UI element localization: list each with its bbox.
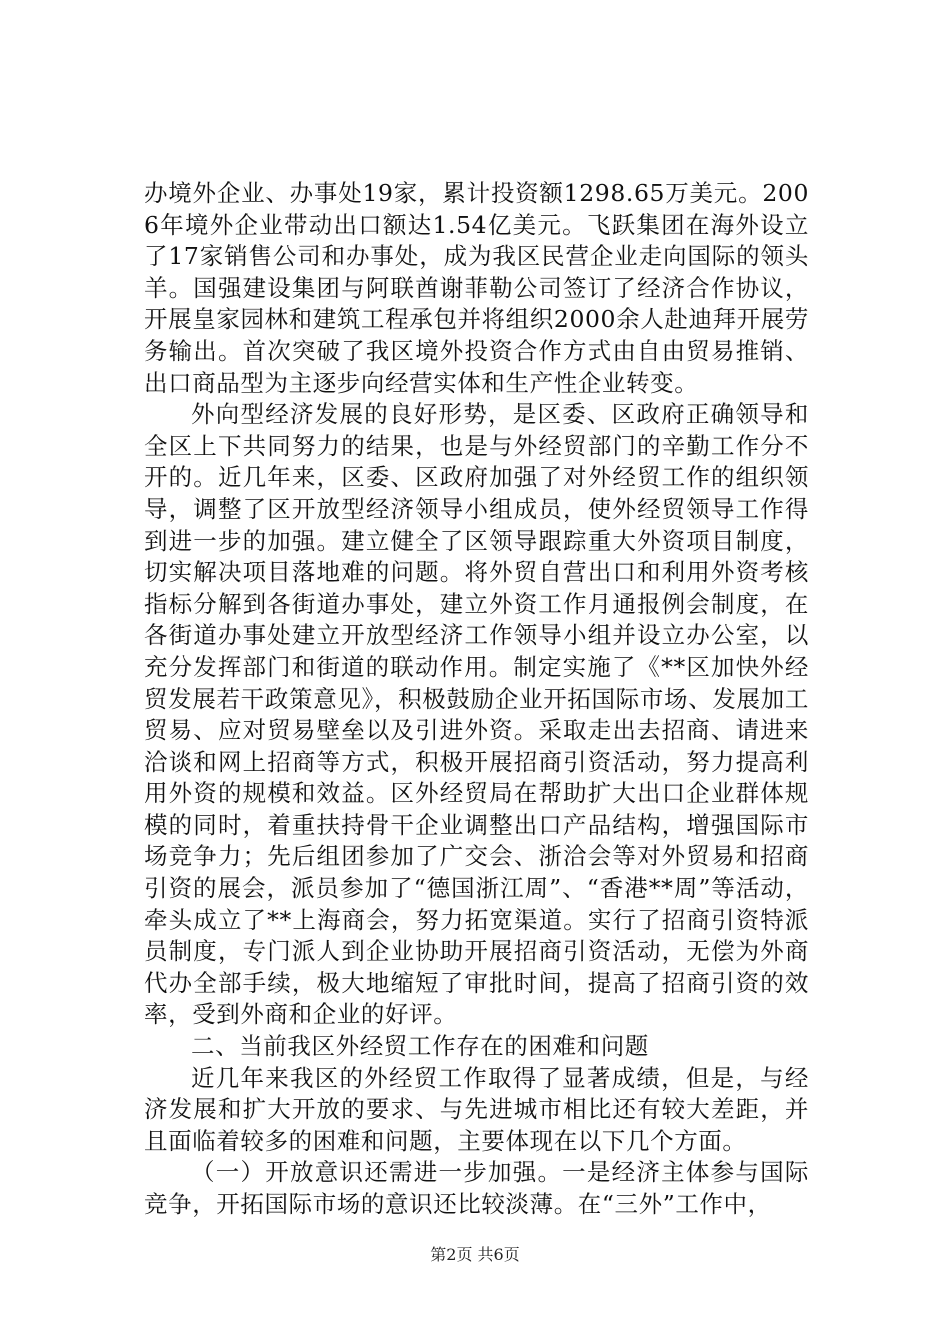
paragraph-gap-summary: 近几年来我区的外经贸工作取得了显著成绩，但是，与经济发展和扩大开放的要求、与先进城市相比还有较大差距，并且面临着较多的困难和问题，主要体现在以下几个方面。 bbox=[144, 1063, 809, 1155]
section-heading-difficulties: 二、当前我区外经贸工作存在的困难和问题 bbox=[191, 1032, 649, 1061]
paragraph-development-situation: 外向型经济发展的良好形势，是区委、区政府正确领导和全区上下共同努力的结果，也是与外经贸部门的辛勤工作分不开的。近几年来，区委、区政府加强了对外经贸工作的组织领导，调整了区开放型经济领导小组成员，使外经贸领导工作得到进一步的加强。建立健全了区领导跟踪重大外资项目制度，切实解决项目落地难的问题。将外贸自营出口和利用外资考核指标分解到各街道办事处，建立外资工作月通报例会制度，在各街道办事处建立开放型经济工作领导小组并设立办公室，以充分发挥部门和街道的联动作用。制定实施了《**区加快外经贸发展若干政策意见》，积极鼓励企业开拓国际市场、发展加工贸易、应对贸易壁垒以及引进外资。采取走出去招商、请进来洽谈和网上招商等方式，积极开展招商引资活动，努力提高利用外资的规模和效益。区外经贸局在帮助扩大出口企业群体规模的同时，着重扶持骨干企业调整出口产品结构，增强国际市场竞争力；先后组团参加了广交会、浙洽会等对外贸易和招商引资的展会，派员参加了“德国浙江周”、“香港**周”等活动，牵头成立了**上海商会，努力拓宽渠道。实行了招商引资特派员制度，专门派人到企业协助开展招商引资活动，无偿为外商代办全部手续，极大地缩短了审批时间，提高了招商引资的效率，受到外商和企业的好评。 bbox=[144, 400, 809, 1029]
page-footer: 第2页 共6页 bbox=[430, 1245, 520, 1264]
paragraph-overseas-enterprises: 办境外企业、办事处19家，累计投资额1298.65万美元。2006年境外企业带动出口额达1.54亿美元。飞跃集团在海外设立了17家销售公司和办事处，成为我区民营企业走向国际的领头羊。国强建设集团与阿联酋谢菲勒公司签订了经济合作协议，开展皇家园林和建筑工程承包并将组织2000余人赴迪拜开展劳务输出。首次突破了我区境外投资合作方式由自由贸易推销、出口商品型为主逐步向经营实体和生产性企业转变。 bbox=[144, 179, 809, 397]
document-body bbox=[144, 178, 809, 1221]
paragraph-openness-awareness: （一）开放意识还需进一步加强。一是经济主体参与国际竞争，开拓国际市场的意识还比较淡薄。在“三外”工作中， bbox=[144, 1158, 809, 1218]
